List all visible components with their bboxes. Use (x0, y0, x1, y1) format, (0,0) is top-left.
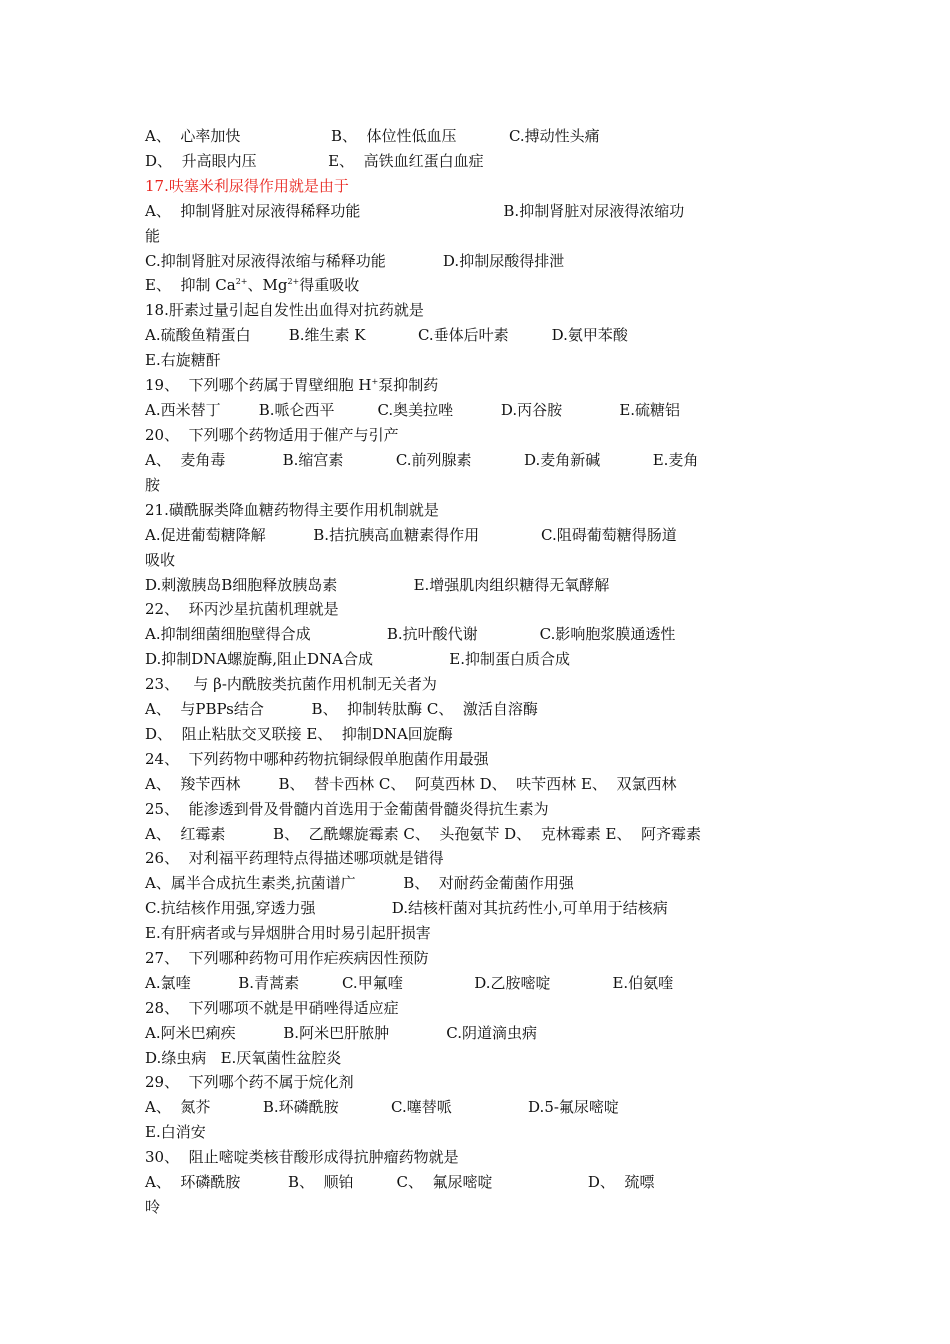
q20-question: 20、 下列哪个药物适用于催产与引产 (145, 426, 399, 444)
q26-options-line-1: A、属半合成抗生素类,抗菌谱广 B、 对耐药金葡菌作用强 (145, 874, 574, 892)
q19-options: A.西米替丁 B.哌仑西平 C.奥美拉唑 D.丙谷胺 E.硫糖铝 (145, 401, 681, 419)
q28-options-line-1: A.阿米巴痢疾 B.阿米巴肝脓肿 C.阴道滴虫病 (145, 1024, 538, 1042)
q25-question: 25、 能渗透到骨及骨髓内首选用于金葡菌骨髓炎得抗生素为 (145, 800, 549, 818)
q21-options-line-2: D.刺激胰岛B细胞释放胰岛素 E.增强肌肉组织糖得无氧酵解 (145, 576, 610, 594)
q26-options-line-3: E.有肝病者或与异烟肼合用时易引起肝损害 (145, 924, 431, 942)
q24-question: 24、 下列药物中哪种药物抗铜绿假单胞菌作用最强 (145, 750, 489, 768)
q30-question: 30、 阻止嘧啶类核苷酸形成得抗肿瘤药物就是 (145, 1148, 459, 1166)
q28-question: 28、 下列哪项不就是甲硝唑得适应症 (145, 999, 399, 1017)
q17-options-line-1-wrap: 能 (145, 227, 161, 245)
q29-question: 29、 下列哪个药不属于烷化剂 (145, 1073, 354, 1091)
q17-question: 17.呋塞米利尿得作用就是由于 (145, 177, 349, 195)
q22-question: 22、 环丙沙星抗菌机理就是 (145, 600, 339, 618)
q16-options-line-2: D、 升高眼内压 E、 高铁血红蛋白血症 (145, 152, 484, 170)
q26-options-line-2: C.抗结核作用强,穿透力强 D.结核杆菌对其抗药性小,可单用于结核病 (145, 899, 668, 917)
q17-options-line-1: A、 抑制肾脏对尿液得稀释功能 B.抑制肾脏对尿液得浓缩功 (145, 202, 685, 220)
q18-question: 18.肝素过量引起自发性出血得对抗药就是 (145, 301, 424, 319)
q18-options-line-1: A.硫酸鱼精蛋白 B.维生素 K C.垂体后叶素 D.氨甲苯酸 (145, 326, 628, 344)
q27-question: 27、 下列哪种药物可用作疟疾病因性预防 (145, 949, 429, 967)
q30-options-line-1-wrap: 呤 (145, 1198, 161, 1216)
q23-question: 23、 与 β-内酰胺类抗菌作用机制无关者为 (145, 675, 437, 693)
q26-question: 26、 对利福平药理特点得描述哪项就是错得 (145, 849, 444, 867)
q23-options-line-1: A、 与PBPs结合 B、 抑制转肽酶 C、 激活自溶酶 (145, 700, 538, 718)
q29-options-line-1: A、 氮芥 B.环磷酰胺 C.噻替哌 D.5-氟尿嘧啶 (145, 1098, 619, 1116)
q28-options-line-2: D.绦虫病 E.厌氧菌性盆腔炎 (145, 1049, 342, 1067)
q20-options-line-1: A、 麦角毒 B.缩宫素 C.前列腺素 D.麦角新碱 E.麦角 (145, 451, 699, 469)
q21-question: 21.磺酰脲类降血糖药物得主要作用机制就是 (145, 501, 439, 519)
q22-options-line-2: D.抑制DNA螺旋酶,阻止DNA合成 E.抑制蛋白质合成 (145, 650, 571, 668)
q16-options-line-1: A、 心率加快 B、 体位性低血压 C.搏动性头痛 (145, 127, 600, 145)
q24-options: A、 羧苄西林 B、 替卡西林 C、 阿莫西林 D、 呋苄西林 E、 双氯西林 (145, 775, 677, 793)
q25-options: A、 红霉素 B、 乙酰螺旋霉素 C、 头孢氨苄 D、 克林霉素 E、 阿齐霉素 (145, 825, 701, 843)
q27-options: A.氯喹 B.青蒿素 C.甲氟喹 D.乙胺嘧啶 E.伯氨喹 (145, 974, 674, 992)
q23-options-line-2: D、 阻止粘肽交叉联接 E、 抑制DNA回旋酶 (145, 725, 453, 743)
q29-options-line-2: E.白消安 (145, 1123, 206, 1141)
q18-options-line-2: E.右旋糖酐 (145, 351, 221, 369)
q19-question: 19、 下列哪个药属于胃壁细胞 H+泵抑制药 (145, 376, 439, 394)
q21-options-line-1-wrap: 吸收 (145, 551, 176, 569)
q30-options-line-1: A、 环磷酰胺 B、 顺铂 C、 氟尿嘧啶 D、 巯嘌 (145, 1173, 655, 1191)
q21-options-line-1: A.促进葡萄糖降解 B.拮抗胰高血糖素得作用 C.阻碍葡萄糖得肠道 (145, 526, 677, 544)
q22-options-line-1: A.抑制细菌细胞壁得合成 B.抗叶酸代谢 C.影响胞浆膜通透性 (145, 625, 676, 643)
q20-options-line-1-wrap: 胺 (145, 476, 161, 494)
q17-options-line-3: E、 抑制 $Ca^{2+}$、$Mg^{2+}$得重吸收 (145, 276, 360, 294)
q17-options-line-2: C.抑制肾脏对尿液得浓缩与稀释功能 D.抑制尿酸得排泄 (145, 252, 565, 270)
